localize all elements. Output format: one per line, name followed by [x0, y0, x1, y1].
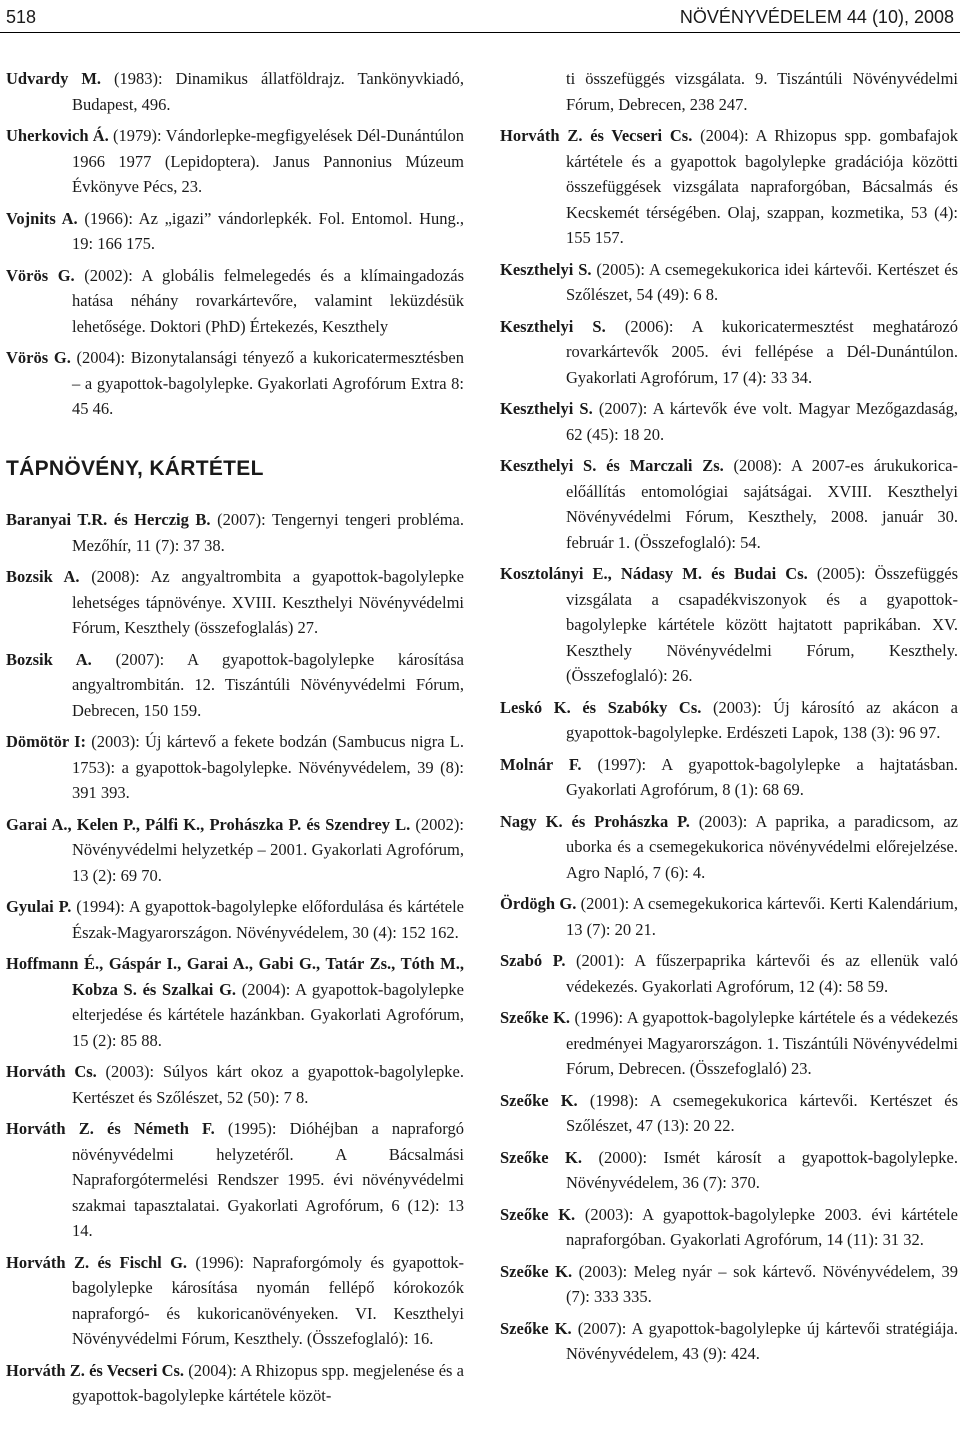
reference-item [500, 257, 958, 308]
reference-item [500, 809, 958, 886]
reference-item [6, 1358, 464, 1409]
left-column [6, 66, 464, 1438]
reference-item [6, 564, 464, 641]
reference-authors: Baranyai T.R. és Herczig B. [6, 510, 211, 529]
reference-authors: Szeőke K. [500, 1090, 578, 1110]
reference-text: (2003): A paprika, a paradicsom, az uborka és a csemegekukorica növényvédelmi előrejelzése. Agro Napló, 7 (6): 4. [566, 811, 958, 882]
reference-item [6, 263, 464, 340]
reference-authors: Szeőke K. [500, 1261, 573, 1281]
reference-text: (1997): A gyapottok-bagolylepke a hajtatásban. Gyakorlati Agrofórum, 8 (1): 68 69. [566, 754, 958, 799]
reference-text: (2002): A globális felmelegedés és a klímaingadozás hatása néhány rovarkártevőre, valamint leküzdésük lehetősége. Doktori (PhD) Értekezés, Keszthely [72, 265, 464, 336]
reference-text: (2004): A gyapottok-bagolylepke elterjedése és kártétele hazánkban. Gyakorlati Agrofórum, 15 (2): 85 88. [72, 979, 464, 1050]
reference-text: (1966): Az „igazi” vándorlepkék. Fol. Entomol. Hung., 19: 166 175. [72, 208, 464, 253]
reference-authors: Horváth Cs. [6, 1062, 97, 1081]
reference-authors: Uherkovich Á. [6, 126, 109, 145]
reference-item [6, 123, 464, 200]
reference-text: (2006): A kukoricatermesztést meghatározó rovarkártevők 2005. évi fellépése a Dél-Dunántúlon. Gyakorlati Agrofórum, 17 (4): 33 34. [566, 316, 958, 387]
reference-text: (1996): A gyapottok-bagolylepke kártétele és a védekezés eredményei Magyarországon. 1. Tiszántúli Növényvédelmi Fórum, Debrecen. (Összefoglaló) 23. [566, 1008, 958, 1078]
reference-authors: Leskó K. és Szabóky Cs. [500, 697, 702, 717]
reference-item [6, 894, 464, 945]
journal-title: NÖVÉNYVÉDELEM 44 (10), 2008 [679, 7, 954, 27]
reference-item [6, 507, 464, 558]
reference-text: (2004): A Rhizopus spp. megjelenése és a gyapottok-bagolylepke kártétele közöt- [72, 1360, 464, 1405]
reference-authors: Hoffmann É., Gáspár I., Garai A., Gabi G., Tatár Zs., Tóth M., Kobza S. és Szalkai G. [6, 954, 464, 999]
reference-item [500, 396, 958, 447]
reference-text: (2007): A gyapottok-bagolylepke károsítása angyaltrombitán. 12. Tiszántúli Növényvédelmi Fórum, Debrecen, 150 159. [72, 649, 464, 720]
reference-text: (2001): A fűszerpaprika kártevői és az ellenük való védekezés. Gyakorlati Agrofórum, 12 (4): 58 59. [565, 951, 958, 996]
reference-text: (2003): A gyapottok-bagolylepke 2003. évi kártétele napraforgóban. Gyakorlati Agrofórum, 14 (11): 31 32. [566, 1204, 958, 1249]
reference-authors: Udvardy M. [6, 69, 102, 88]
reference-authors: Szeőke K. [500, 1204, 576, 1224]
reference-authors: Keszthelyi S. és Marczali Zs. [500, 456, 724, 475]
reference-authors: Vörös G. [6, 265, 75, 285]
reference-item [500, 1202, 958, 1253]
reference-item [500, 561, 958, 689]
header-divider [0, 32, 960, 33]
reference-authors: Bozsik A. [6, 649, 92, 669]
reference-item [500, 752, 958, 803]
reference-item [6, 729, 464, 806]
reference-text: (1979): Vándorlepke-megfigyelések Dél-Dunántúlon 1966 1977 (Lepidoptera). Janus Pannonius Múzeum Évkönyve Pécs, 23. [72, 126, 464, 196]
reference-item [6, 951, 464, 1053]
reference-text: (2002): Növényvédelmi helyzetkép – 2001. Gyakorlati Agrofórum, 13 (2): 69 70. [72, 814, 464, 885]
reference-authors: Szeőke K. [500, 1147, 582, 1167]
reference-item [6, 66, 464, 117]
reference-authors: Horváth Z. és Fischl G. [6, 1252, 188, 1272]
reference-item [6, 1250, 464, 1352]
reference-authors: Horváth Z. és Németh F. [6, 1119, 215, 1138]
reference-list-right [500, 123, 958, 1367]
reference-continuation: ti összefüggés vizsgálata. 9. Tiszántúli Növényvédelmi Fórum, Debrecen, 238 247. [566, 69, 958, 114]
reference-text: (2003): Új károsító az akácon a gyapottok-bagolylepke. Erdészeti Lapok, 138 (3): 96 97. [566, 697, 958, 742]
reference-item [500, 948, 958, 999]
reference-authors: Gyulai P. [6, 897, 72, 916]
reference-authors: Szabó P. [500, 951, 566, 970]
reference-authors: Garai A., Kelen P., Pálfi K., Prohászka P. és Szendrey L. [6, 814, 411, 834]
reference-text: (2005): A csemegekukorica idei kártevői. Kertészet és Szőlészet, 54 (49): 6 8. [566, 259, 958, 304]
reference-authors: Dömötör I: [6, 732, 87, 751]
reference-item [6, 206, 464, 257]
reference-item [500, 1005, 958, 1082]
reference-text: (2001): A csemegekukorica kártevői. Kerti Kalendárium, 13 (7): 20 21. [566, 894, 958, 939]
reference-authors: Horváth Z. és Vecseri Cs. [500, 126, 693, 145]
reference-item [500, 453, 958, 555]
reference-item [6, 647, 464, 724]
reference-text: (2005): Összefüggés vizsgálata a csapadékviszonyok és a gyapottok-bagolylepke kártétele között hajtatott paprikában. XV. Keszthely Növényvédelmi Fórum, Keszthely. (Összefoglaló): 26. [566, 564, 958, 685]
reference-text: (2008): A 2007-es árukukorica-előállítás entomológiai sajátságai. XVIII. Keszthelyi Növényvédelmi Fórum, Keszthely, 2008. január 30. február 1. (Összefoglaló): 54. [566, 456, 958, 552]
reference-text: (2000): Ismét károsít a gyapottok-bagolylepke. Növényvédelem, 36 (7): 370. [566, 1147, 958, 1192]
reference-text: (1994): A gyapottok-bagolylepke előfordulása és kártétele Észak-Magyarországon. Növényvédelem, 30 (4): 152 162. [71, 897, 464, 942]
reference-item [500, 1316, 958, 1367]
reference-authors: Nagy K. és Prohászka P. [500, 811, 690, 831]
reference-authors: Vörös G. [6, 348, 71, 367]
page-header [0, 4, 960, 30]
reference-text: (2004): A Rhizopus spp. gombafajok kártétele és a gyapottok bagolylepke gradációja közötti összefüggések vizsgálata napraforgóban, Bácsalmás és Kecskemét térségében. Olaj, szappan, kozmetika, 53 (4): 155 157. [566, 126, 958, 247]
section-heading: TÁPNÖVÉNY, KÁRTÉTEL [6, 456, 264, 480]
reference-text: (2008): Az angyaltrombita a gyapottok-bagolylepke lehetséges tápnövénye. XVIII. Keszthelyi Növényvédelmi Fórum, Keszthely (összefoglalás) 27. [72, 567, 464, 637]
reference-item [500, 123, 958, 251]
reference-text: (1983): Dinamikus állatföldrajz. Tankönyvkiadó, Budapest, 496. [72, 69, 464, 114]
reference-item [6, 345, 464, 422]
reference-authors: Vojnits A. [6, 208, 78, 228]
reference-authors: Keszthelyi S. [500, 316, 606, 336]
reference-text: (2003): Súlyos kárt okoz a gyapottok-bagolylepke. Kertészet és Szőlészet, 52 (50): 7 8. [72, 1062, 464, 1107]
reference-item [6, 1116, 464, 1244]
reference-authors: Kosztolányi E., Nádasy M. és Budai Cs. [500, 564, 808, 583]
reference-text: (2007): A kártevők éve volt. Magyar Mezőgazdaság, 62 (45): 18 20. [566, 399, 958, 444]
reference-item [6, 812, 464, 889]
right-column [500, 66, 958, 1438]
reference-authors: Szeőke K. [500, 1318, 572, 1338]
reference-text: (2004): Bizonytalansági tényező a kukoricatermesztésben – a gyapottok-bagolylepke. Gyakorlati Agrofórum Extra 8: 45 46. [70, 348, 464, 418]
reference-authors: Molnár F. [500, 754, 582, 774]
reference-text: (2007): Tengernyi tengeri probléma. Mezőhír, 11 (7): 37 38. [72, 510, 464, 555]
reference-list-top [6, 66, 464, 422]
reference-authors: Ördögh G. [500, 894, 577, 913]
reference-item [500, 695, 958, 746]
reference-authors: Keszthelyi S. [500, 259, 592, 279]
page-number: 518 [6, 7, 37, 27]
reference-item [500, 1088, 958, 1139]
reference-authors: Szeőke K. [500, 1008, 571, 1027]
reference-item [500, 891, 958, 942]
reference-item [500, 1259, 958, 1310]
reference-item [500, 1145, 958, 1196]
reference-text: (1995): Dióhéjban a napraforgó növényvédelmi helyzetéről. A Bácsalmási Napraforgótermelési Rendszer 1995. évi növényvédelmi szakmai tapasztalatai. Gyakorlati Agrofórum, 6 (12): 13 14. [72, 1119, 464, 1240]
reference-authors: Keszthelyi S. [500, 399, 593, 418]
reference-text: (2003): Meleg nyár – sok kártevő. Növényvédelem, 39 (7): 333 335. [566, 1261, 958, 1306]
reference-text: (1996): Napraforgómoly és gyapottok-bagolylepke károsítása nyomán fellépő kórokozók napraforgó- és kukoricanövényeken. VI. Keszthelyi Növényvédelmi Fórum, Keszthely. (Összefoglaló): 16. [72, 1252, 464, 1348]
reference-text: (2007): A gyapottok-bagolylepke új kártevői stratégiája. Növényvédelem, 43 (9): 424. [566, 1318, 958, 1363]
reference-text: (1998): A csemegekukorica kártevői. Kertészet és Szőlészet, 47 (13): 20 22. [566, 1090, 958, 1135]
reference-authors: Horváth Z. és Vecseri Cs. [6, 1360, 185, 1380]
reference-item [6, 1059, 464, 1110]
reference-list-section [6, 507, 464, 1409]
reference-item [500, 314, 958, 391]
reference-text: (2003): Új kártevő a fekete bodzán (Sambucus nigra L. 1753): a gyapottok-bagolylepke. Növényvédelem, 39 (8): 391 393. [72, 732, 464, 802]
reference-authors: Bozsik A. [6, 567, 80, 586]
